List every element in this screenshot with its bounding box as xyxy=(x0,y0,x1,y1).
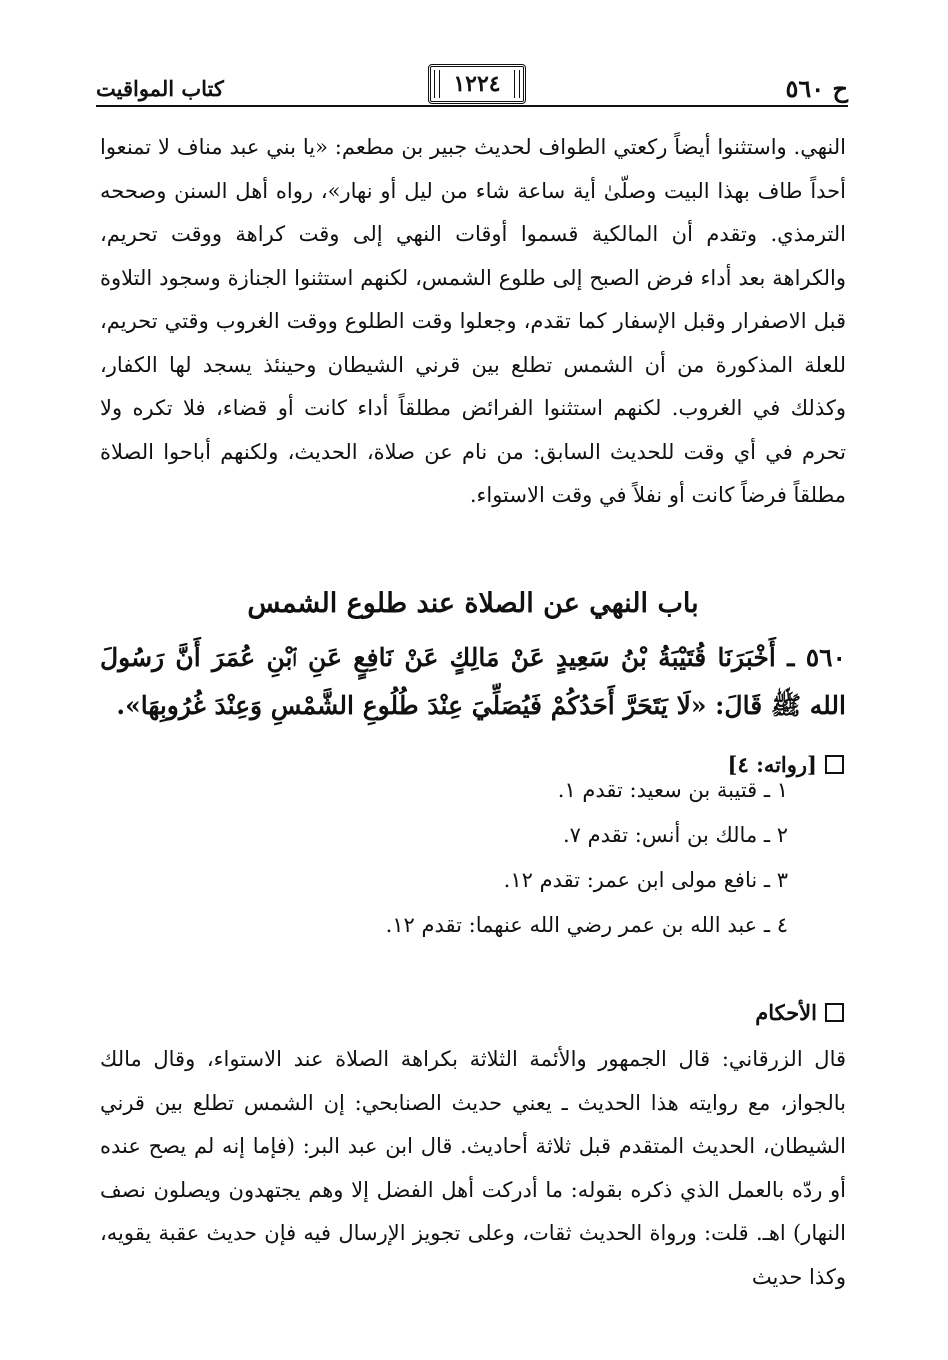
rulings-title-text: الأحكام xyxy=(755,1000,817,1025)
list-item: ٣ ـ نافع مولى ابن عمر: تقدم ١٢. xyxy=(503,868,788,892)
checkbox-square-icon xyxy=(825,1003,844,1022)
header-divider xyxy=(96,105,848,107)
checkbox-square-icon xyxy=(825,755,844,774)
list-item: ٢ ـ مالك بن أنس: تقدم ٧. xyxy=(562,823,788,847)
narrators-list xyxy=(386,768,788,948)
hadith-text: ٥٦٠ ـ أَخْبَرَنَا قُتَيْبَةُ بْنُ سَعِيدٍ عَنْ مَالِكٍ عَنْ نَافِعٍ عَنِ ٱبْنِ عُمَرَ أَنَّ رَسُولَ الله ﷺ قَالَ: «لَا يَتَحَرَّ أَحَدُكُمْ فَيُصَلِّيَ عِنْدَ طُلُوعِ الشَّمْسِ وَعِنْدَ غُرُوبِهَا». xyxy=(100,643,846,720)
page-header xyxy=(96,62,848,106)
intro-paragraph: النهي. واستثنوا أيضاً ركعتي الطواف لحديث جبير بن مطعم: «يا بني عبد مناف لا تمنعوا أحداً طاف بهذا البيت وصلّىٰ أية ساعة شاء من ليل أو نهار»، رواه أهل السنن وصححه الترمذي. وتقدم أن المالكية قسموا أوقات النهي إلى وقت كراهة ووقت تحريم، والكراهة بعد أداء فرض الصبح إلى طلوع الشمس، لكنهم استثنوا الجنازة وسجود التلاوة قبل الاصفرار وقبل الإسفار كما تقدم، وجعلوا وقت الطلوع ووقت الغروب وقتي تحريم، للعلة المذكورة من أن الشمس تطلع بين قرني الشيطان وحينئذ يسجد لها الكفار، وكذلك في الغروب. لكنهم استثنوا الفرائض مطلقاً أداء كانت أو قضاء، فلا تكره ولا تحرم في أي وقت للحديث السابق: من نام عن صلاة، الحديث، ولكنهم أباحوا الصلاة مطلقاً فرضاً كانت أو نفلاً في وقت الاستواء. xyxy=(100,135,846,507)
list-item: ٤ ـ عبد الله بن عمر رضي الله عنهما: تقدم ١٢. xyxy=(385,913,788,937)
list-item: ١ ـ قتيبة بن سعيد: تقدم ١. xyxy=(557,778,788,802)
page-number: ١٢٢٤ xyxy=(428,64,526,104)
narrators-title-text: [رواته: ٤] xyxy=(727,752,817,777)
book-title: كتاب المواقيت xyxy=(96,76,224,101)
rulings-paragraph: قال الزرقاني: قال الجمهور والأئمة الثلاثة بكراهة الصلاة عند الاستواء، وقال مالك بالجواز، مع روايته هذا الحديث ـ يعني حديث الصنابحي: إن الشمس تطلع بين قرني الشيطان، الحديث المتقدم قبل ثلاثة أحاديث. قال ابن عبد البر: (فإما إنه لم يصح عنده أو ردّه بالعمل الذي ذكره بقوله: ما أدركت أهل الفضل إلا وهم يجتهدون ويصلون نصف النهار) اهـ. قلت: ورواة الحديث ثقات، وعلى تجويز الإرسال فيه فإن حديث عقبة يقويه، وكذا حديث xyxy=(100,1047,846,1289)
rulings-title xyxy=(755,1000,844,1025)
hadith-reference: ح ٥٦٠ xyxy=(785,74,848,103)
chapter-heading: باب النهي عن الصلاة عند طلوع الشمس xyxy=(247,588,699,619)
